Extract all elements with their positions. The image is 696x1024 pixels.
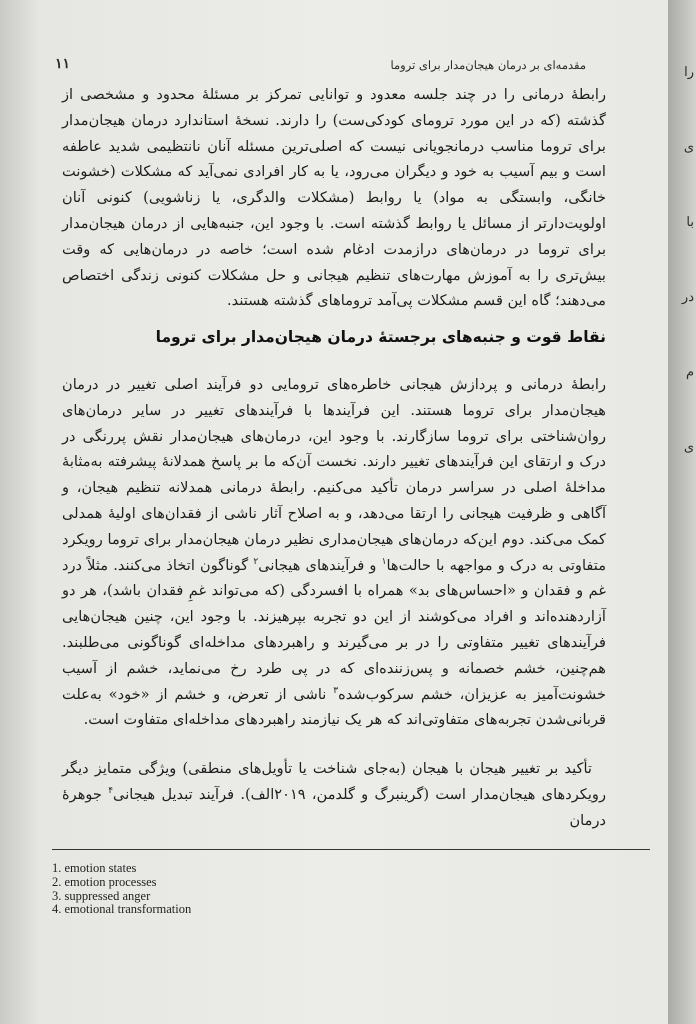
footnote-1: 1. emotion states [52,861,137,875]
footnote-ref-2[interactable]: ۲ [253,556,259,567]
footnotes [52,862,191,917]
paragraph-3-part-2: جوهرهٔ درمان [62,785,606,829]
edge-glyph: م [685,365,694,380]
edge-glyph: ی [683,140,694,155]
footnote-3: 3. suppressed anger [52,888,151,903]
paragraph-2-text [62,372,606,733]
paragraph-3-part-1: تأکید بر تغییر هیجان با هیجان (به‌جای شناخت یا تأویل‌های منطقی) ویژگی متمایز دیگر رویکردهای هیجان‌مدار است (گرینبرگ و گلدمن، ۲۰۱۹الف). فرآیند تبدیل هیجانی [62,760,607,803]
paragraph-2-part-2: و فرآیندهای هیجانی [258,556,382,574]
paragraph-2-part-4: ناشی از تعرض، و خشم از «خود» به‌علت قربانی‌شدن تجربه‌های متفاوتی‌اند که هر یک نیازمند راهبردهای مداخله‌ای متفاوت است. [62,685,606,729]
edge-glyph: را [684,65,694,80]
paragraph-3-text [62,756,606,833]
edge-glyph: با [686,215,694,230]
footnote-4: 4. emotional transformation [52,902,192,917]
running-header [55,58,586,80]
section-heading: نقاط قوت و جنبه‌های برجستهٔ درمان هیجان‌مدار برای تروما [155,328,606,346]
header-title: مقدمه‌ای بر درمان هیجان‌مدار برای تروما [390,58,586,72]
paragraph-2 [62,372,606,733]
footnote-ref-4[interactable]: ۴ [108,785,114,796]
adjacent-page-edge [668,0,696,1024]
footnote-ref-3[interactable]: ۳ [333,685,339,696]
edge-glyph: ی [683,440,694,455]
paragraph-1-text: رابطهٔ درمانی را در چند جلسه معدود و توانایی تمرکز بر مسئلهٔ محدود و مشخصی از گذشته (که در این مورد ترومای کودکی‌ست) را دارند. نسخهٔ استاندارد درمان هیجان‌مدار برای تروما مناسب درمانجویانی نیست که اصلی‌ترین مسئله آنان نانتظیمی شدید عاطفه است و بیم آسیب به خود و دیگران می‌رود، یا به کار افرادی نمی‌آید که مشکلات (خشونت خانگی، وابستگی به مواد) یا روابط (مشکلات والدگری، یا زناشویی) کنونی آنان اولویت‌دارتر از مسائل یا روابط گذشته است. با وجود این، جنبه‌هایی از درمان هیجان‌مدار برای تروما در درمان‌های درازمدت ادغام شده است؛ خاصه در درمان‌هایی که وقت بیش‌تری را به آموزش مهارت‌های تنظیم هیجانی و حل مشکلات کنونی زندگی اختصاص می‌دهند؛ گاه این قسم مشکلات پی‌آمد تروماهای گذشته هستند. [62,86,606,310]
edge-glyph: در [681,290,694,305]
footnote-divider [52,849,650,850]
footnote-ref-1[interactable]: ۱ [381,556,387,567]
paragraph-3 [62,756,606,833]
adjacent-page-glyphs [672,66,694,516]
paragraph-2-part-1: رابطهٔ درمانی و پردازش هیجانی خاطره‌های ترومایی دو فرآیند اصلی تغییر در درمان هیجان‌مدار برای تروما هستند. این فرآیندها با فرآیندهای تغییر در سایر درمان‌های روان‌شناختی برای تروما سازگارند. با وجود این، درمان‌های هیجان‌مدار نقش پررنگی در درک و ارتقای این فرآیندهای تغییر دارند. نخست آن‌که ما بر پاسخ همدلانهٔ پیشرفته به‌مثابهٔ مداخلهٔ اصلی در سراسر درمان تأکید می‌کنیم. رابطهٔ درمانی همدلانه تنظیم هیجان، و آگاهی و ظرفیت هیجانی را ارتقا می‌دهد، و به اصلاح آثار ناشی از فقدان‌های اولیهٔ همدلی کمک می‌کند. دوم این‌که درمان‌های هیجان‌مداری نظیر درمان هیجان‌مدار برای تروما رویکرد متفاوتی به درک و مواجهه با حالت‌ها [62,376,607,574]
page-number: ۱۱ [55,56,71,72]
paragraph-1 [62,82,606,314]
footnote-2: 2. emotion processes [52,874,157,889]
paragraph-2-part-3: گوناگون اتخاذ می‌کنند. مثلاً درد غم و فقدان و «احساس‌های بد» همراه با افسردگی (که می‌تواند غمِ فقدان باشد)، هر دو آزاردهنده‌اند و افراد می‌کوشند از این دو تجربه بپرهیزند. با وجود این، چنین هیجان‌هایی فرآیندهای تغییر متفاوتی را در بر می‌گیرند و راهبردهای مداخله‌ای گوناگونی می‌طلبند. هم‌چنین، خشم خصمانه و پس‌زننده‌ای که در پی طرد رخ می‌نماید، خشم از آسیب خشونت‌آمیز به عزیزان، خشم سرکوب‌شده [62,556,607,703]
